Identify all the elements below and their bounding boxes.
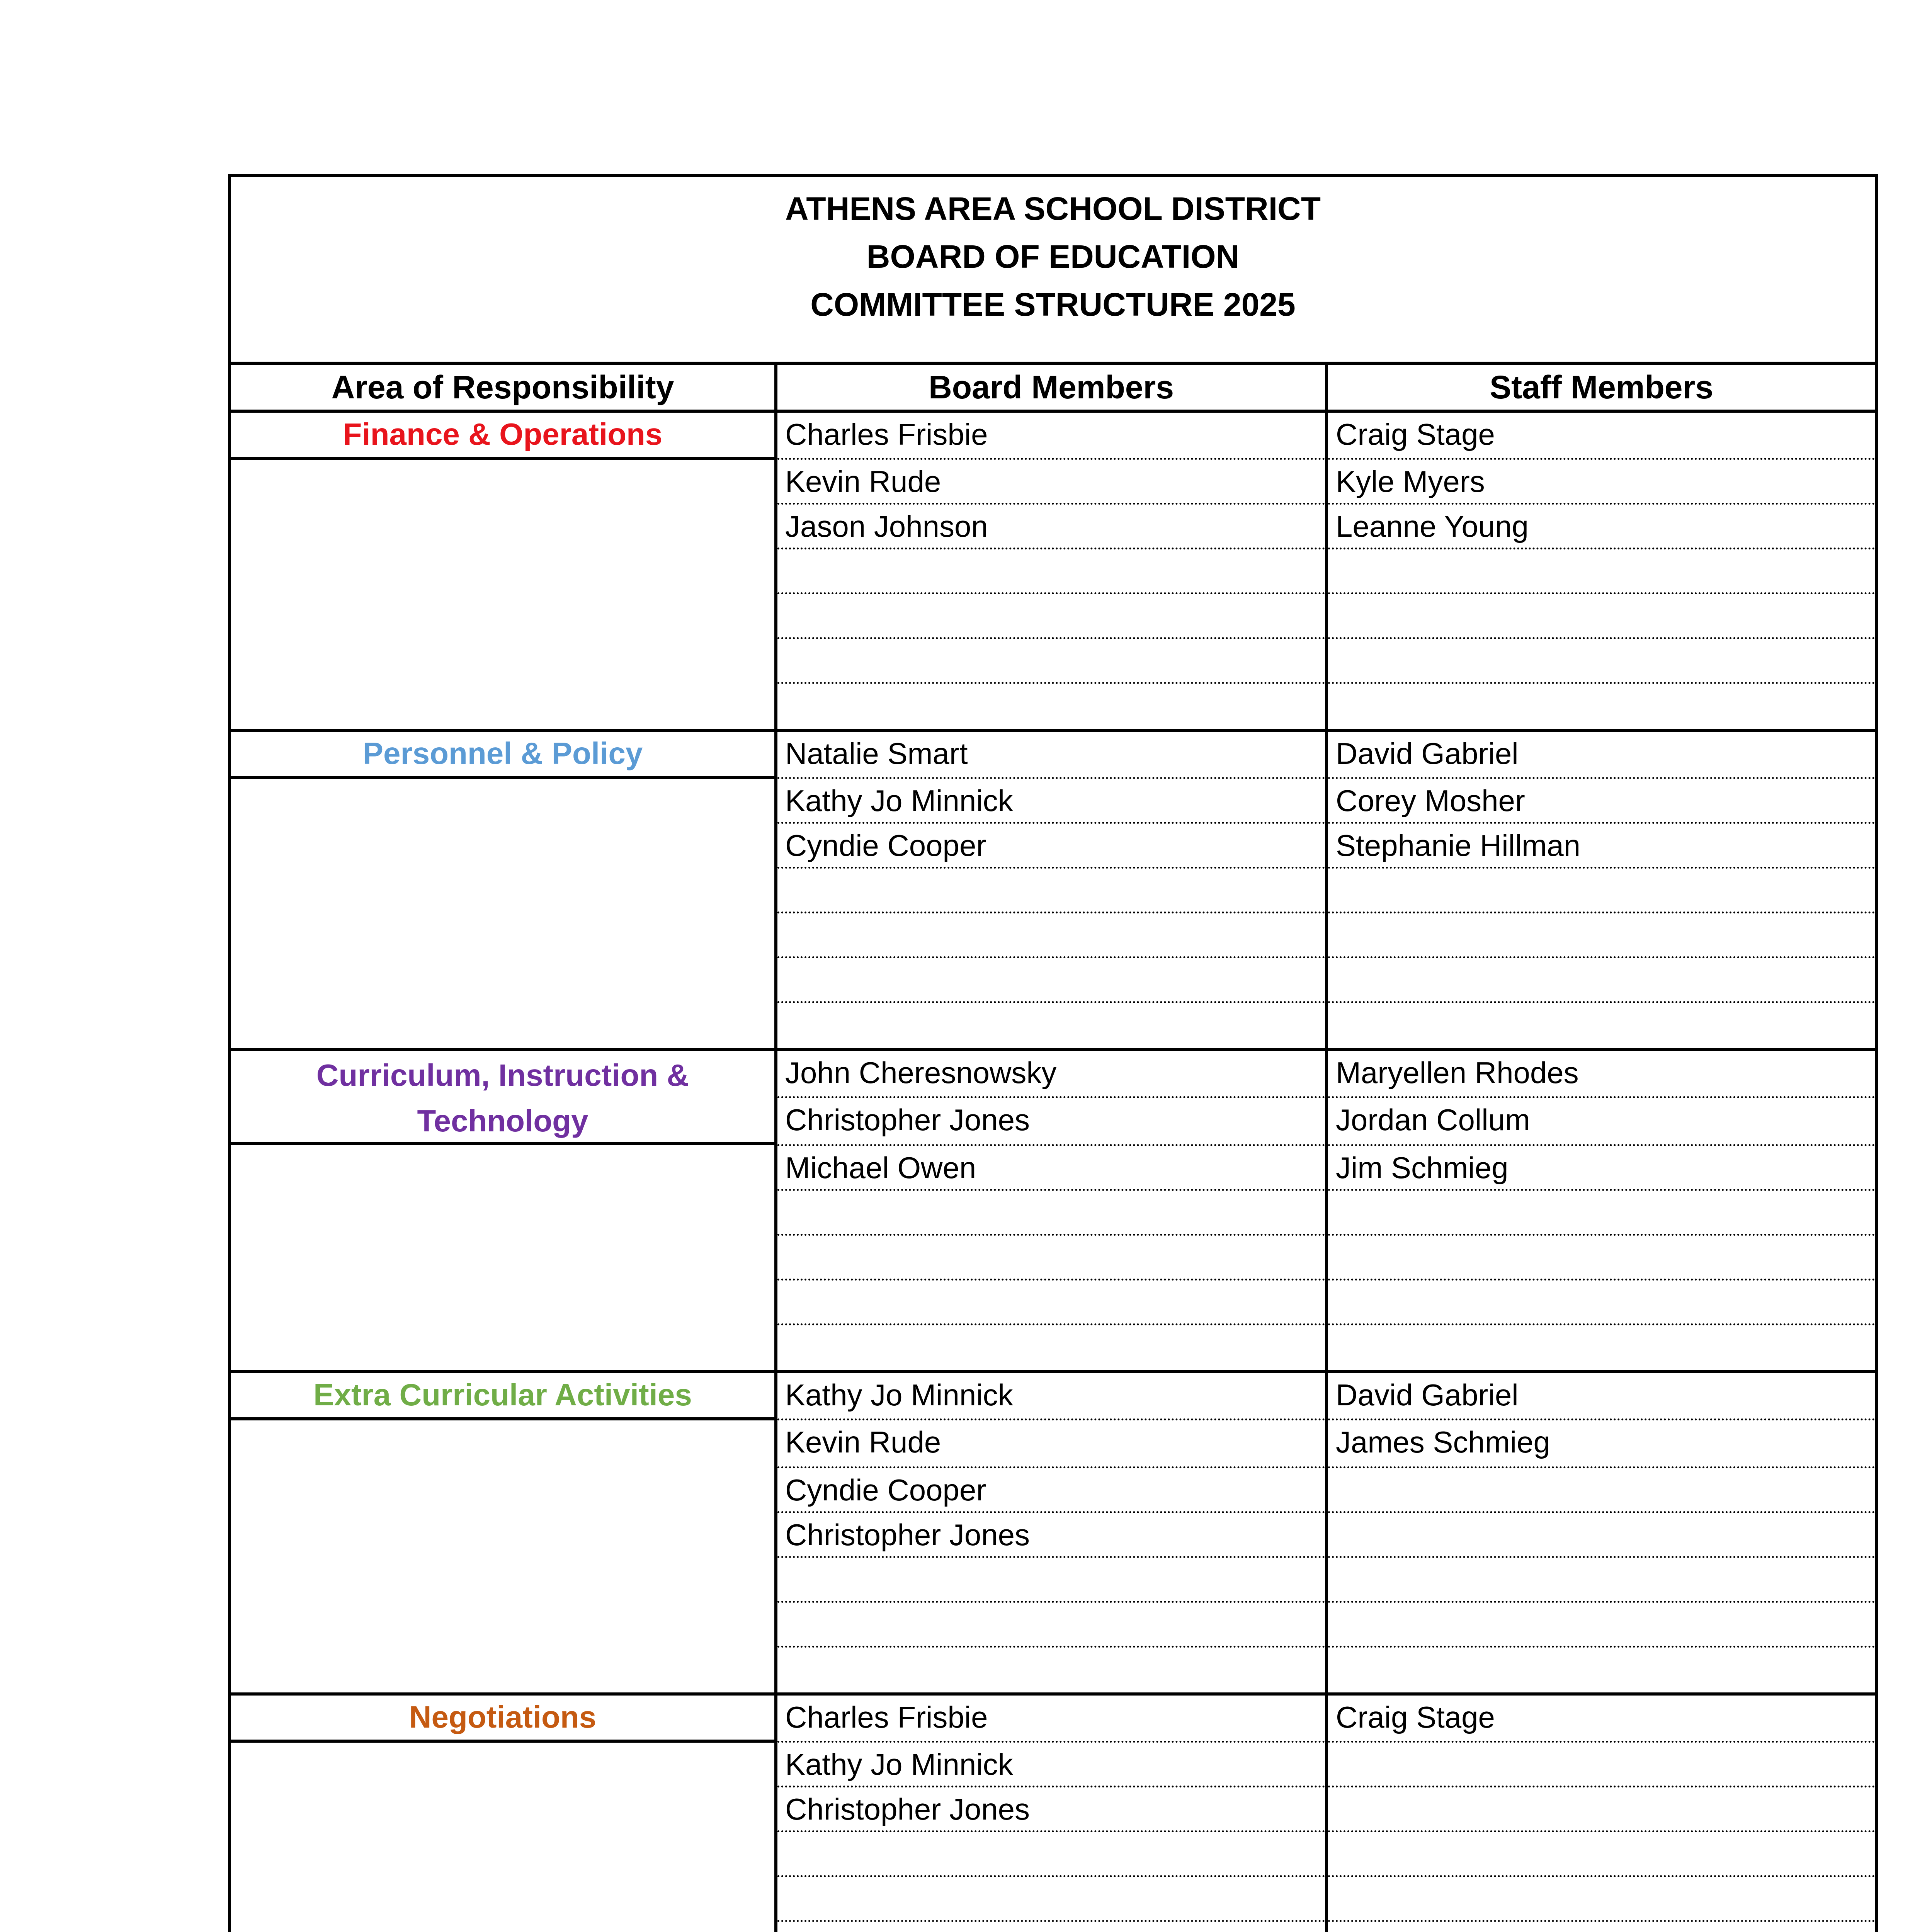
area-label: Finance & Operations <box>231 413 774 460</box>
empty-cell <box>1328 869 1875 913</box>
empty-cell <box>1328 639 1875 684</box>
empty-cell <box>1328 1743 1875 1787</box>
empty-cell <box>1328 1603 1875 1648</box>
empty-cell <box>777 1558 1325 1603</box>
empty-cell <box>777 1191 1325 1236</box>
board-member: Cyndie Cooper <box>777 824 1325 869</box>
empty-cell <box>1328 1513 1875 1558</box>
section-negotiations <box>231 1696 1875 1932</box>
board-member: Christopher Jones <box>777 1098 1325 1146</box>
section-curriculum-instruction-technology <box>231 1051 1875 1373</box>
board-name: BOARD OF EDUCATION <box>866 238 1240 275</box>
staff-member: Corey Mosher <box>1328 779 1875 824</box>
staff-member: Maryellen Rhodes <box>1328 1051 1875 1098</box>
staff-member: Kyle Myers <box>1328 460 1875 505</box>
committee-table <box>228 174 1878 1932</box>
area-label: Extra Curricular Activities <box>231 1373 774 1420</box>
empty-cell <box>1328 913 1875 958</box>
board-member: Kevin Rude <box>777 1420 1325 1468</box>
empty-cell <box>777 1648 1325 1692</box>
board-member: Christopher Jones <box>777 1513 1325 1558</box>
staff-member: David Gabriel <box>1328 1373 1875 1420</box>
empty-cell <box>777 958 1325 1003</box>
empty-cell <box>777 684 1325 729</box>
board-member: Charles Frisbie <box>777 413 1325 460</box>
board-member: Christopher Jones <box>777 1787 1325 1832</box>
staff-member: Jordan Collum <box>1328 1098 1875 1146</box>
empty-cell <box>777 1003 1325 1048</box>
empty-cell <box>777 549 1325 594</box>
district-name: ATHENS AREA SCHOOL DISTRICT <box>785 190 1321 227</box>
header-area: Area of Responsibility <box>231 365 777 410</box>
board-member: Kathy Jo Minnick <box>777 1373 1325 1420</box>
staff-member: Craig Stage <box>1328 413 1875 460</box>
document-title: COMMITTEE STRUCTURE 2025 <box>810 286 1296 323</box>
board-member: John Cheresnowsky <box>777 1051 1325 1098</box>
empty-cell <box>1328 1325 1875 1370</box>
header-board-members: Board Members <box>777 365 1328 410</box>
staff-member: Craig Stage <box>1328 1696 1875 1743</box>
empty-cell <box>777 913 1325 958</box>
section-personnel-policy <box>231 732 1875 1051</box>
empty-cell <box>1328 684 1875 729</box>
staff-member: Jim Schmieg <box>1328 1146 1875 1191</box>
empty-cell <box>1328 1877 1875 1922</box>
board-member: Jason Johnson <box>777 505 1325 549</box>
empty-cell <box>1328 1558 1875 1603</box>
empty-cell <box>1328 594 1875 639</box>
empty-cell <box>777 1877 1325 1922</box>
empty-cell <box>1328 1648 1875 1692</box>
staff-member: David Gabriel <box>1328 732 1875 779</box>
empty-cell <box>777 1832 1325 1877</box>
header-staff-members: Staff Members <box>1490 369 1713 405</box>
section-extra-curricular-activities <box>231 1373 1875 1696</box>
staff-member: Stephanie Hillman <box>1328 824 1875 869</box>
empty-cell <box>1328 1281 1875 1325</box>
empty-cell <box>777 1325 1325 1370</box>
empty-cell <box>1328 1191 1875 1236</box>
section-finance-operations <box>231 413 1875 732</box>
area-label-line: Technology <box>417 1104 588 1138</box>
empty-cell <box>1328 1787 1875 1832</box>
empty-cell <box>1328 1832 1875 1877</box>
board-member: Charles Frisbie <box>777 1696 1325 1743</box>
area-label <box>231 1051 774 1145</box>
board-member: Kevin Rude <box>777 460 1325 505</box>
empty-cell <box>777 1603 1325 1648</box>
empty-cell <box>1328 1236 1875 1281</box>
staff-member: Leanne Young <box>1328 505 1875 549</box>
column-header-row <box>231 365 1875 413</box>
empty-cell <box>777 594 1325 639</box>
board-member: Michael Owen <box>777 1146 1325 1191</box>
empty-cell <box>777 639 1325 684</box>
empty-cell <box>1328 549 1875 594</box>
title-block <box>231 177 1875 365</box>
board-member: Kathy Jo Minnick <box>777 779 1325 824</box>
empty-cell <box>1328 1468 1875 1513</box>
empty-cell <box>1328 958 1875 1003</box>
board-member: Kathy Jo Minnick <box>777 1743 1325 1787</box>
staff-member: James Schmieg <box>1328 1420 1875 1468</box>
board-member: Cyndie Cooper <box>777 1468 1325 1513</box>
area-label-line: Curriculum, Instruction & <box>316 1058 689 1092</box>
empty-cell <box>1328 1003 1875 1048</box>
empty-cell <box>777 869 1325 913</box>
empty-cell <box>777 1281 1325 1325</box>
board-member: Natalie Smart <box>777 732 1325 779</box>
empty-cell <box>777 1236 1325 1281</box>
area-label: Negotiations <box>231 1696 774 1743</box>
empty-cell <box>1328 1922 1875 1932</box>
empty-cell <box>777 1922 1325 1932</box>
area-label: Personnel & Policy <box>231 732 774 779</box>
